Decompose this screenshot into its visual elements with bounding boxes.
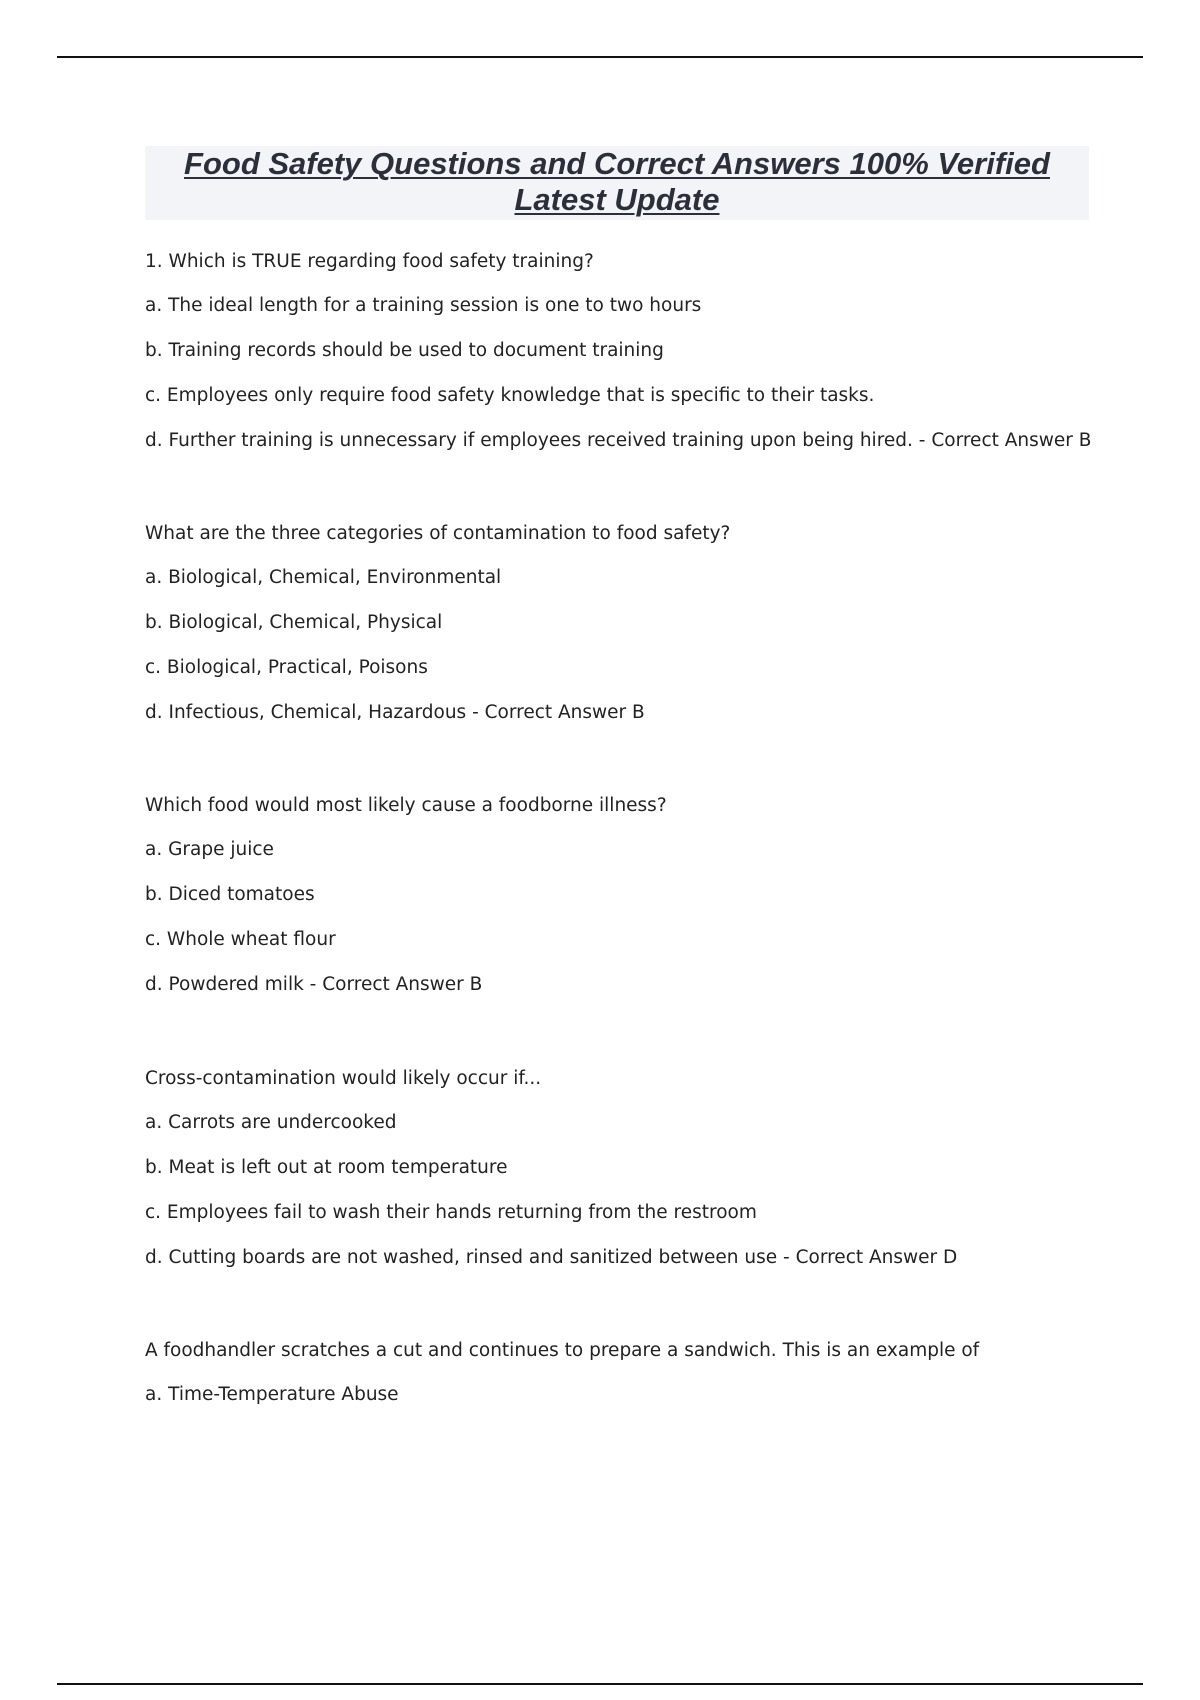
answer-option-a: a. Time-Temperature Abuse (145, 1384, 399, 1405)
top-rule (57, 56, 1143, 58)
document-title (145, 146, 1089, 220)
question-block-1 (145, 251, 1145, 452)
answer-option-a: a. The ideal length for a training session is one to two hours (145, 295, 702, 316)
question-stem: Which food would most likely cause a foodborne illness? (145, 795, 667, 816)
answer-option-b: b. Training records should be used to document training (145, 340, 664, 361)
question-stem: 1. Which is TRUE regarding food safety training? (145, 251, 594, 272)
title-line-2: Latest Update (514, 182, 720, 217)
question-block-4 (145, 1068, 1145, 1269)
answer-option-a: a. Biological, Chemical, Environmental (145, 567, 502, 588)
answer-option-c: c. Whole wheat flour (145, 929, 336, 950)
question-block-5 (145, 1340, 1145, 1406)
answer-option-c: c. Biological, Practical, Poisons (145, 657, 428, 678)
answer-option-b: b. Meat is left out at room temperature (145, 1157, 508, 1178)
question-stem: A foodhandler scratches a cut and continues to prepare a sandwich. This is an example of (145, 1340, 980, 1361)
answer-option-a: a. Carrots are undercooked (145, 1112, 397, 1133)
bottom-rule (57, 1683, 1143, 1685)
title-line-1: Food Safety Questions and Correct Answers 100% Verified (184, 146, 1050, 181)
answer-option-d: d. Powdered milk - Correct Answer B (145, 974, 483, 995)
answer-option-d: d. Further training is unnecessary if employees received training upon being hired. - Correct Answer B (145, 430, 1092, 451)
answer-option-c: c. Employees fail to wash their hands returning from the restroom (145, 1202, 757, 1223)
answer-option-d: d. Cutting boards are not washed, rinsed and sanitized between use - Correct Answer D (145, 1247, 958, 1268)
question-block-2 (145, 523, 1145, 724)
answer-option-d: d. Infectious, Chemical, Hazardous - Correct Answer B (145, 702, 645, 723)
question-stem: What are the three categories of contamination to food safety? (145, 523, 731, 544)
question-block-3 (145, 795, 1145, 996)
question-stem: Cross-contamination would likely occur if... (145, 1068, 542, 1089)
answer-option-b: b. Diced tomatoes (145, 884, 315, 905)
answer-option-b: b. Biological, Chemical, Physical (145, 612, 443, 633)
answer-option-c: c. Employees only require food safety knowledge that is specific to their tasks. (145, 385, 875, 406)
answer-option-a: a. Grape juice (145, 839, 274, 860)
